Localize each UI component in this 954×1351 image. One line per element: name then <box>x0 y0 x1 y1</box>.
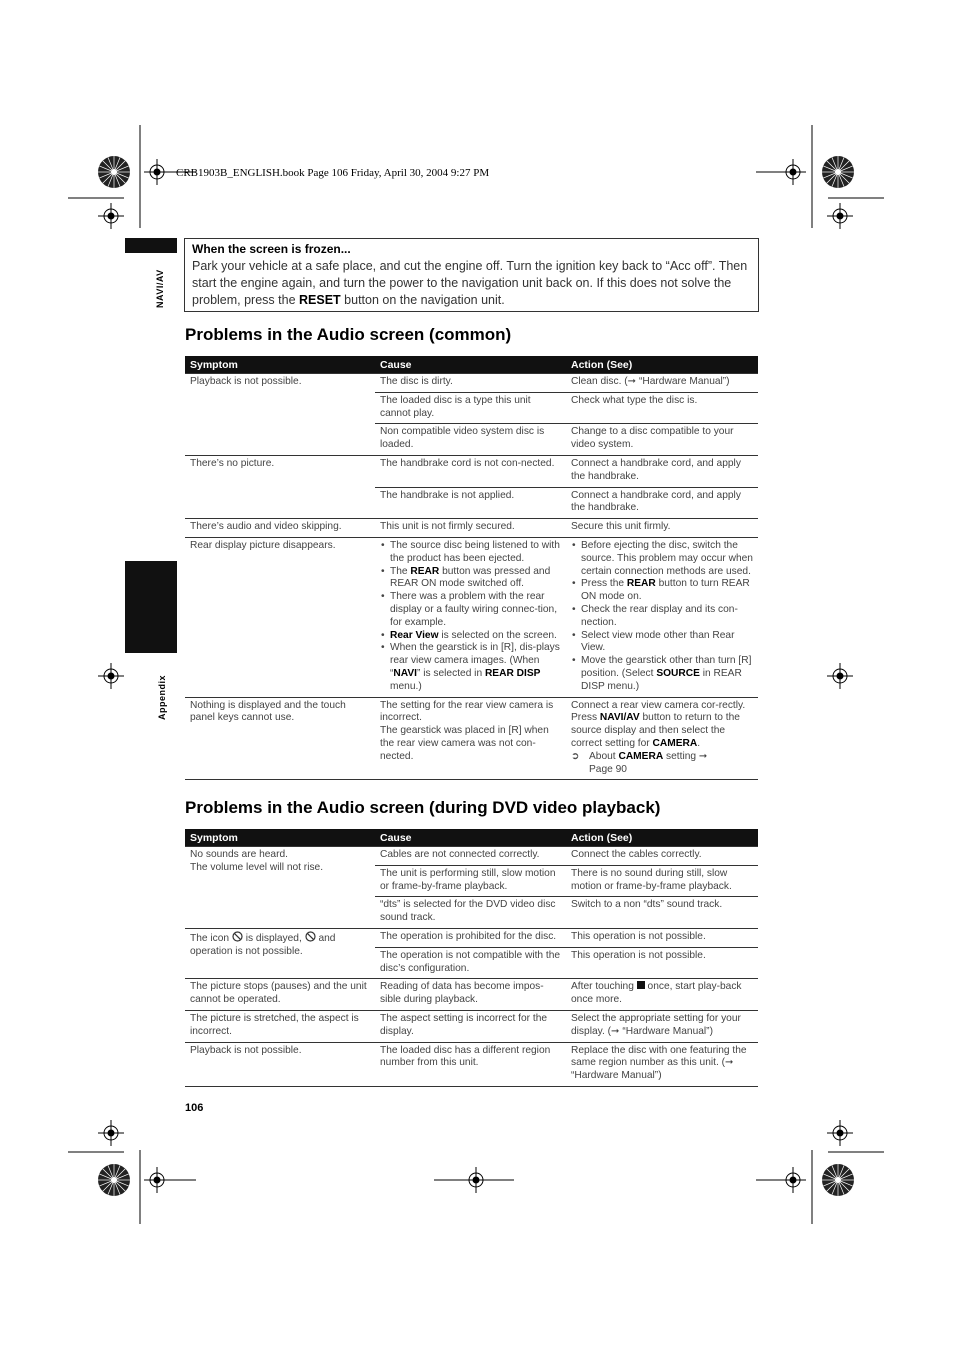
text: and operation is not possible. <box>190 932 336 957</box>
cause-text: The gearstick was placed in [R] when the rear view camera was not con-nected. <box>380 725 549 762</box>
symptom-cell: The picture stops (pauses) and the unit cannot be operated. <box>185 979 375 1011</box>
cause-cell: The operation is not compatible with the disc’s configuration. <box>375 947 566 979</box>
table-row <box>185 537 758 697</box>
note-text: Park your vehicle at a safe place, and cut the engine off. Turn the ignition key back to “Acc off”. Then start the engine again, and turn the power to the navigation unit back on. If this does not solve the problem, press the <box>192 259 748 307</box>
navi-keyword: NAVI <box>393 667 417 679</box>
col-action: Action (See) <box>566 356 758 374</box>
text: When the gearstick is in [R], dis-plays rear view camera images. (When “ <box>390 642 560 679</box>
text: button to return to the source display and then select the correct setting for <box>571 712 740 749</box>
symptom-cell: Rear display picture disappears. <box>185 537 375 697</box>
text: Move the gearstick other than turn [R] position. (Select <box>581 655 752 679</box>
action-cell: Replace the disc with one featuring the same region number as this unit. (➞ “Hardware Manual”) <box>566 1042 758 1086</box>
action-cell: Secure this unit firmly. <box>566 519 758 538</box>
cause-cell: The loaded disc is a type this unit cannot play. <box>375 392 566 424</box>
action-text: Connect a rear view camera cor-rectly. <box>571 699 746 711</box>
rear-keyword: REAR <box>626 578 656 590</box>
text: After touching <box>571 981 637 993</box>
stop-icon <box>637 981 645 989</box>
text: ” is selected in <box>417 667 485 679</box>
col-cause: Cause <box>375 829 566 847</box>
action-cell: Connect a handbrake cord, and apply the handbrake. <box>566 455 758 487</box>
text: About <box>589 750 619 762</box>
action-cell <box>566 979 758 1011</box>
frozen-screen-note <box>184 238 759 312</box>
rear-keyword: REAR <box>410 565 440 577</box>
page-reference: Page 90 <box>589 763 627 775</box>
action-cell: Clean disc. (➞ “Hardware Manual”) <box>566 374 758 393</box>
table-row <box>185 1010 758 1042</box>
action-cell: Check what type the disc is. <box>566 392 758 424</box>
navi-av-keyword: NAVI/AV <box>599 712 640 724</box>
rear-disp-keyword: REAR DISP <box>484 667 541 679</box>
section-title-audio-dvd: Problems in the Audio screen (during DVD video playback) <box>185 798 661 817</box>
camera-keyword: CAMERA <box>652 737 698 749</box>
side-label-appendix: Appendix <box>157 674 167 720</box>
text: button was pressed and REAR ON mode switched off. <box>390 565 551 590</box>
prohibited-icon <box>305 931 316 942</box>
reference-arrow-icon: ➲ <box>571 750 580 762</box>
camera-keyword: CAMERA <box>618 750 664 762</box>
symptom-cell: There’s audio and video skipping. <box>185 519 375 538</box>
cause-cell: The aspect setting is incorrect for the display. <box>375 1010 566 1042</box>
cause-cell <box>375 537 566 697</box>
table-row <box>185 374 758 393</box>
action-cell: Connect a handbrake cord, and apply the handbrake. <box>566 487 758 519</box>
action-cell: Change to a disc compatible to your video system. <box>566 424 758 456</box>
cause-cell: Reading of data has become impos-sible during playback. <box>375 979 566 1011</box>
note-title: When the screen is frozen... <box>192 242 351 256</box>
action-bullet <box>581 655 753 693</box>
action-cell: There is no sound during still, slow motion or frame-by-frame playback. <box>566 865 758 897</box>
symptom-cell: Playback is not possible. <box>185 1042 375 1086</box>
page-number: 106 <box>185 1102 204 1114</box>
side-tab-appendix <box>125 561 177 653</box>
table-row <box>185 455 758 487</box>
troubleshoot-table-common <box>185 356 758 780</box>
text: menu.) <box>390 680 422 692</box>
action-bullet: • Check the rear display and its con-nection. <box>581 604 753 630</box>
table-row <box>185 1042 758 1086</box>
table-row <box>185 697 758 780</box>
text: button to turn REAR ON mode on. <box>581 578 750 603</box>
cause-bullet <box>390 630 561 643</box>
table-header <box>185 356 758 374</box>
note-text-end: button on the navigation unit. <box>340 293 505 307</box>
symptom-text: No sounds are heard. <box>190 849 288 860</box>
side-label-navi-av: NAVI/AV <box>155 269 165 308</box>
action-cell: Connect the cables correctly. <box>566 847 758 866</box>
symptom-cell: Nothing is displayed and the touch panel keys cannot use. <box>185 697 375 780</box>
table-row <box>185 979 758 1011</box>
action-cell: Switch to a non “dts” sound track. <box>566 897 758 929</box>
table-row <box>185 519 758 538</box>
col-symptom: Symptom <box>185 356 375 374</box>
cause-text: The setting for the rear view camera is incorrect. <box>380 699 554 724</box>
cause-cell: Cables are not connected correctly. <box>375 847 566 866</box>
action-cell <box>566 537 758 697</box>
col-cause: Cause <box>375 356 566 374</box>
cause-cell: The unit is performing still, slow motion or frame-by-frame playback. <box>375 865 566 897</box>
text: The icon <box>190 932 232 944</box>
action-bullet: • Select view mode other than Rear View. <box>581 630 753 656</box>
source-keyword: SOURCE <box>656 667 700 679</box>
cause-cell: The operation is prohibited for the disc. <box>375 928 566 947</box>
cause-cell: The loaded disc has a different region number from this unit. <box>375 1042 566 1086</box>
section-title-audio-common: Problems in the Audio screen (common) <box>185 325 512 344</box>
text: Press the <box>581 578 627 590</box>
action-cell: This operation is not possible. <box>566 928 758 947</box>
cause-bullet: • There was a problem with the rear display or a faulty wiring connec-tion, for example. <box>390 591 561 629</box>
symptom-cell: Playback is not possible. <box>185 374 375 456</box>
cause-cell <box>375 697 566 780</box>
symptom-cell <box>185 928 375 978</box>
col-symptom: Symptom <box>185 829 375 847</box>
cause-cell: This unit is not firmly secured. <box>375 519 566 538</box>
symptom-text: The volume level will not rise. <box>190 861 324 873</box>
cause-cell: Non compatible video system disc is loaded. <box>375 424 566 456</box>
side-tab-top <box>125 238 177 253</box>
cross-reference <box>571 751 753 777</box>
cause-bullet <box>390 642 561 693</box>
symptom-cell <box>185 847 375 929</box>
action-cell: Select the appropriate setting for your display. (➞ “Hardware Manual”) <box>566 1010 758 1042</box>
reset-keyword: RESET <box>299 293 341 307</box>
text: in REAR DISP menu.) <box>581 667 742 692</box>
cause-cell: The disc is dirty. <box>375 374 566 393</box>
cause-cell: The handbrake cord is not con-nected. <box>375 455 566 487</box>
cause-cell: “dts” is selected for the DVD video disc sound track. <box>375 897 566 929</box>
action-text <box>571 712 753 750</box>
note-body <box>192 258 751 309</box>
text: is displayed, <box>242 932 305 944</box>
action-bullet <box>581 578 753 604</box>
text: The <box>390 565 411 577</box>
col-action: Action (See) <box>566 829 758 847</box>
action-cell: This operation is not possible. <box>566 947 758 979</box>
text: Press <box>571 712 600 724</box>
troubleshoot-table-dvd <box>185 829 758 1087</box>
cause-bullet <box>390 566 561 592</box>
symptom-cell: There’s no picture. <box>185 455 375 518</box>
text: is selected on the screen. <box>438 629 557 641</box>
print-header-info: CRB1903B_ENGLISH.book Page 106 Friday, April 30, 2004 9:27 PM <box>176 167 490 179</box>
action-bullet: • Before ejecting the disc, switch the source. This problem may occur when certain connection methods are used. <box>581 540 753 578</box>
table-header <box>185 829 758 847</box>
action-cell <box>566 697 758 780</box>
table-row <box>185 847 758 866</box>
symptom-cell: The picture is stretched, the aspect is incorrect. <box>185 1010 375 1042</box>
text: once, start play-back once more. <box>571 981 742 1006</box>
table-row <box>185 928 758 947</box>
text: setting ➞ <box>663 750 708 762</box>
prohibited-icon <box>232 931 243 942</box>
rear-view-keyword: Rear View <box>390 629 439 641</box>
cause-cell: The handbrake is not applied. <box>375 487 566 519</box>
cause-bullet: • The source disc being listened to with the product has been ejected. <box>390 540 561 566</box>
text: . <box>697 737 701 749</box>
